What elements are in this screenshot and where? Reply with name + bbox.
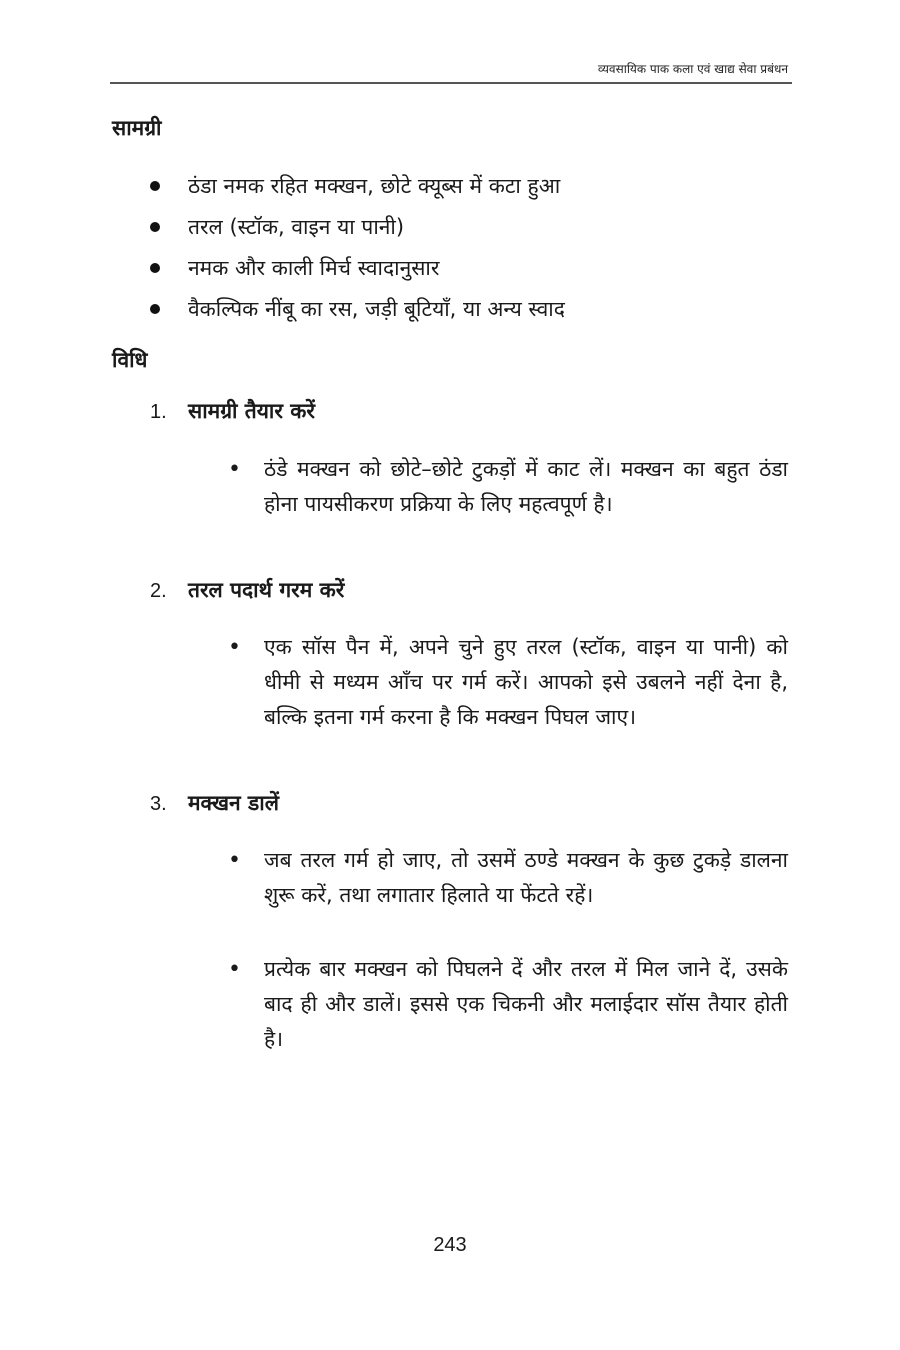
- bullet-icon: •: [228, 957, 241, 982]
- list-item: [150, 250, 565, 291]
- ingredient-text: ठंडा नमक रहित मक्खन, छोटे क्यूब्स में कटा हुआ: [188, 174, 561, 198]
- step-title: तरल पदार्थ गरम करें: [188, 578, 345, 602]
- method-heading: विधि: [112, 348, 148, 372]
- ingredient-text: नमक और काली मिर्च स्वादानुसार: [188, 256, 440, 280]
- bullet-icon: [150, 222, 160, 232]
- ingredient-text: वैकल्पिक नींबू का रस, जड़ी बूटियाँ, या अन्य स्वाद: [188, 297, 565, 321]
- bullet-icon: [150, 181, 160, 191]
- step-point-text: एक सॉस पैन में, अपने चुने हुए तरल (स्टॉक, वाइन या पानी) को धीमी से मध्यम आँच पर गर्म करें। आपको इसे उबलने नहीं देना है, बल्कि इतना गर्म करना है कि मक्खन पिघल जाए।: [264, 635, 788, 729]
- step-number: 1.: [150, 401, 167, 423]
- step-number: 2.: [150, 580, 167, 602]
- step-3-point-1: [228, 843, 788, 913]
- step-1-heading: [150, 397, 315, 425]
- page-number: 243: [433, 1234, 467, 1256]
- step-point-text: जब तरल गर्म हो जाए, तो उसमें ठण्डे मक्खन के कुछ टुकड़े डालना शुरू करें, तथा लगातार हिलाते या फेंटते रहें।: [264, 848, 788, 907]
- bullet-icon: •: [228, 457, 241, 482]
- step-title: सामग्री तैयार करें: [188, 399, 315, 423]
- bullet-icon: •: [228, 635, 241, 660]
- step-2-point-1: [228, 630, 788, 735]
- ingredient-text: तरल (स्टॉक, वाइन या पानी): [188, 215, 405, 239]
- list-item: [150, 168, 565, 209]
- bullet-icon: [150, 263, 160, 273]
- step-point-text: ठंडे मक्खन को छोटे–छोटे टुकड़ों में काट लें। मक्खन का बहुत ठंडा होना पायसीकरण प्रक्रिया के लिए महत्वपूर्ण है।: [264, 457, 788, 516]
- bullet-icon: [150, 304, 160, 314]
- step-title: मक्खन डालें: [188, 791, 279, 815]
- step-2-heading: [150, 576, 344, 604]
- bullet-icon: •: [228, 848, 241, 873]
- header-divider: [110, 82, 792, 84]
- running-title: व्यवसायिक पाक कला एवं खाद्य सेवा प्रबंधन: [597, 62, 788, 76]
- step-point-text: प्रत्येक बार मक्खन को पिघलने दें और तरल में मिल जाने दें, उसके बाद ही और डालें। इससे एक चिकनी और मलाईदार सॉस तैयार होती है।: [264, 957, 788, 1051]
- ingredients-heading: सामग्री: [112, 116, 162, 140]
- step-number: 3.: [150, 793, 167, 815]
- list-item: [150, 291, 565, 332]
- list-item: [150, 209, 565, 250]
- step-3-heading: [150, 789, 279, 817]
- ingredients-list: [150, 168, 565, 332]
- step-3-point-2: [228, 952, 788, 1057]
- step-1-point-1: [228, 452, 788, 522]
